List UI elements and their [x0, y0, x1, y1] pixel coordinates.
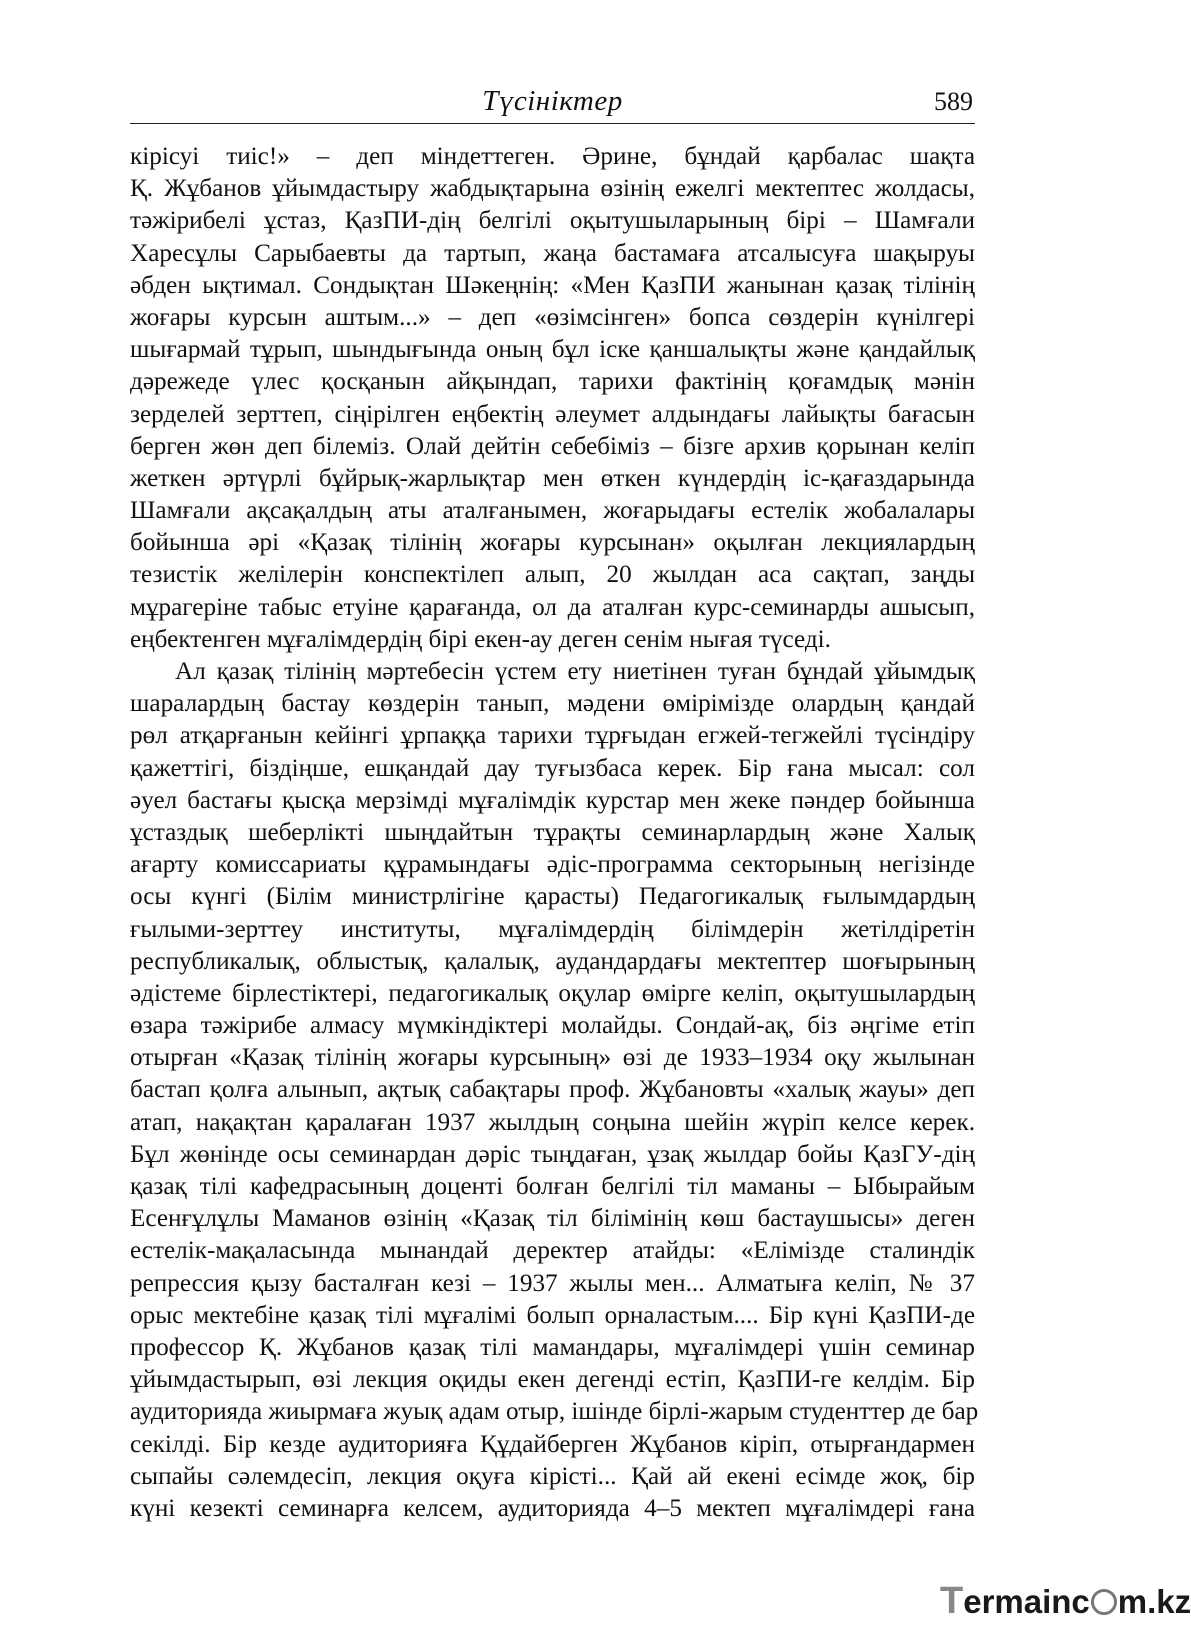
text-line: тәжірибелі ұстаз, ҚазПИ-дің белгілі оқытушыларының бірі – Шамғали: [130, 207, 975, 235]
paragraph-last-line: еңбектенген мұғалімдердің бірі екен-ау деген сенім нығая түседі.: [130, 625, 831, 653]
text-line: республикалық, облыстық, қалалық, аудандардағы мектептер шоғырының: [130, 947, 975, 975]
text-line: осы күнгі (Білім министрлігіне қарасты) Педагогикалық ғылымдардың: [130, 883, 975, 911]
text-line: өзара тәжірибе алмасу мүмкіндіктері молайды. Сондай-ақ, біз әңгіме етіп: [130, 1012, 975, 1040]
text-line: профессор Қ. Жұбанов қазақ тілі мамандары, мұғалімдері үшін семинар: [130, 1333, 975, 1361]
text-line: репрессия қызу басталған кезі – 1937 жылы мен... Алматыға келіп, № 37: [130, 1269, 975, 1297]
text-line: секілді. Бір кезде аудиторияға Құдайберген Жұбанов кіріп, отырғандармен: [130, 1430, 975, 1458]
text-line: күні кезекті семинарға келсем, аудиторияда 4–5 мектеп мұғалімдері ғана: [130, 1494, 975, 1522]
text-line: шығармай тұрып, шындығында оның бұл іске қаншалықты және қандайлық: [130, 336, 975, 364]
text-line: рөл атқарғанын кейінгі ұрпаққа тарихи тұрғыдан егжей-тегжейлі түсіндіру: [130, 722, 975, 750]
watermark-text-start: ermainc: [963, 1583, 1090, 1620]
text-line: ұстаздық шеберлікті шыңдайтын тұрақты семинарлардың және Халық: [130, 818, 975, 846]
text-line: Шамғали ақсақалдың аты аталғанымен, жоғарыдағы естелік жобалалары: [130, 497, 975, 525]
text-line: берген жөн деп білеміз. Олай дейтін себебіміз – бізге архив қорынан келіп: [130, 432, 975, 460]
watermark-text-end: m.kz: [1117, 1583, 1191, 1620]
text-line: Бұл жөнінде осы семинардан дәріс тыңдаған, ұзақ жылдар бойы ҚазГУ-дің: [130, 1140, 975, 1168]
text-line: кірісуі тиіс!» – деп міндеттеген. Әрине, бұндай қарбалас шақта: [130, 143, 975, 170]
text-line: Харесұлы Сарыбаевты да тартып, жаңа бастамаға атсалысуға шақыруы: [130, 239, 975, 267]
text-line: жоғары курсын аштым...» – деп «өзімсінген» бопса сөздерін күнілгері: [130, 303, 975, 331]
text-line: қажеттігі, біздіңше, ешқандай дау туғызбаса керек. Бір ғана мысал: сол: [130, 754, 975, 782]
text-line: естелік-мақаласында мынандай деректер атайды: «Елімізде сталиндік: [130, 1237, 975, 1265]
text-line: жеткен әртүрлі бұйрық-жарлықтар мен өткен күндердің іс-қағаздарында: [130, 464, 975, 492]
text-line: әбден ықтимал. Сондықтан Шәкеңнің: «Мен ҚазПИ жанынан қазақ тілінің: [130, 271, 975, 299]
text-line: атап, нақақтан қаралаған 1937 жылдың соңына шейін жүріп келсе керек.: [130, 1108, 975, 1136]
text-line: аудиторияда жиырмаға жуық адам отыр, ішінде бірлі-жарым студенттер де бар: [130, 1398, 979, 1426]
text-line: ғылыми-зерттеу институты, мұғалімдердің білімдерін жетілдіретін: [130, 915, 975, 943]
text-line: мұрагеріне табыс етуіне қарағанда, ол да аталған курс-семинарды ашысып,: [130, 593, 975, 621]
text-line: шаралардың бастау көздерін танып, мәдени өмірімізде олардың қандай: [130, 690, 975, 718]
text-line: бойынша әрі «Қазақ тілінің жоғары курсынан» оқылған лекциялардың: [130, 529, 975, 557]
paragraph-first-line: Ал қазақ тілінің мәртебесін үстем ету ниетінен туған бұндай ұйымдық: [175, 658, 975, 685]
text-line: Қ. Жұбанов ұйымдастыру жабдықтарына өзінің ежелгі мектептес жолдасы,: [130, 175, 975, 203]
text-line: әуел бастағы қысқа мерзімді мұғалімдік курстар мен жеке пәндер бойынша: [130, 786, 975, 814]
text-line: ұйымдастырып, өзі лекция оқиды екен дегенді естіп, ҚазПИ-ге келдім. Бір: [130, 1366, 975, 1394]
text-line: дәрежеде үлес қосқанын айқындап, тарихи фактінің қоғамдық мәнін: [130, 368, 975, 396]
page-number: 589: [934, 87, 973, 116]
text-line: отырған «Қазақ тілінің жоғары курсының» өзі де 1933–1934 оқу жылынан: [130, 1044, 975, 1072]
text-line: бастап қолға алынып, ақтық сабақтары проф. Жұбановты «халық жауы» деп: [130, 1076, 975, 1104]
section-title: Түсініктер: [482, 85, 623, 117]
text-line: сыпайы сәлемдесіп, лекция оқуға кірісті... Қай ай екені есімде жоқ, бір: [130, 1462, 975, 1490]
text-line: қазақ тілі кафедрасының доценті болған белгілі тіл маманы – Ыбырайым: [130, 1173, 975, 1200]
magnifier-icon: [1091, 1589, 1117, 1615]
text-line: ағарту комиссариаты құрамындағы әдіс-программа секторының негізінде: [130, 851, 975, 879]
body-text: [130, 141, 979, 1525]
text-line: орыс мектебіне қазақ тілі мұғалімі болып орналастым.... Бір күні ҚазПИ-де: [130, 1301, 975, 1329]
watermark-t: T: [940, 1580, 964, 1622]
running-header: [130, 83, 975, 124]
text-line: тезистік желілерін конспектілеп алып, 20 жылдан аса сақтап, заңды: [130, 561, 975, 589]
text-line: әдістеме бірлестіктері, педагогикалық оқулар өмірге келіп, оқытушылардың: [130, 979, 975, 1007]
watermark-logo: [940, 1580, 1191, 1624]
text-line: зерделей зерттеп, сіңірілген еңбектің әлеумет алдындағы лайықты бағасын: [130, 400, 975, 428]
text-line: Есенғұлұлы Маманов өзінің «Қазақ тіл білімінің көш бастаушысы» деген: [130, 1205, 975, 1233]
